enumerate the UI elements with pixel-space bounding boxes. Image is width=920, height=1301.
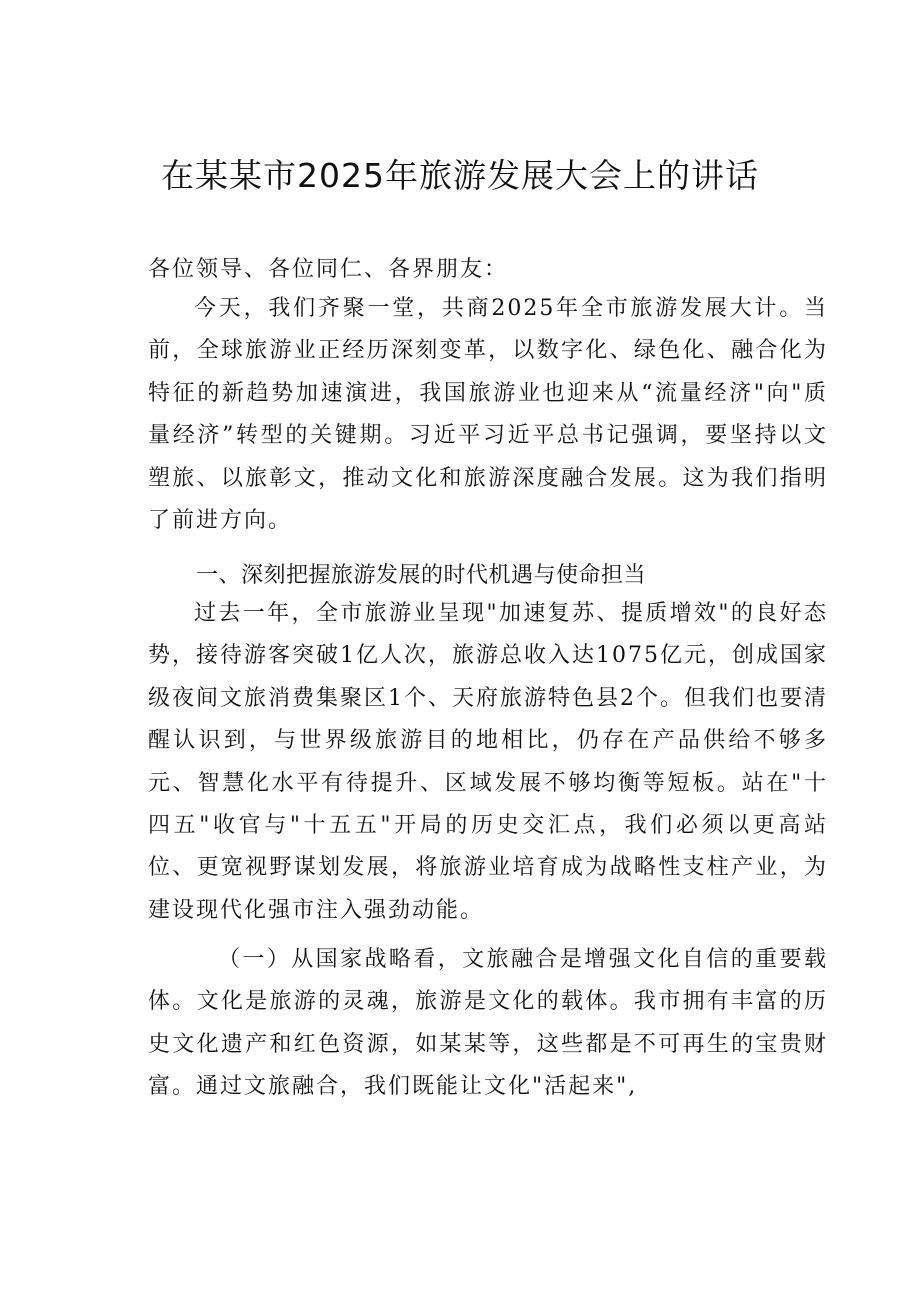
paragraph-national-strategy: （一）从国家战略看，文旅融合是增强文化自信的重要载体。文化是旅游的灵魂，旅游是文化的载体。我市拥有丰富的历史文化遗产和红色资源，如某某等，这些都是不可再生的宝贵财富。通过文旅融合，我们既能让文化"活起来",	[148, 947, 828, 1100]
paragraph-opening: 今天，我们齐聚一堂，共商2025年全市旅游发展大计。当前，全球旅游业正经历深刻变革，以数字化、绿色化、融合化为特征的新趋势加速演进，我国旅游业也迎来从“流量经济"向"质量经济”转型的关键期。习近平习近平总书记强调，要坚持以文塑旅、以旅彰文，推动文化和旅游深度融合发展。这为我们指明了前进方向。	[148, 296, 828, 534]
paragraph-review: 过去一年，全市旅游业呈现"加速复苏、提质增效"的良好态势，接待游客突破1亿人次，旅游总收入达1075亿元，创成国家级夜间文旅消费集聚区1个、天府旅游特色县2个。但我们也要清醒认识到，与世界级旅游目的地相比，仍存在产品供给不够多元、智慧化水平有待提升、区域发展不够均衡等短板。站在"十四五"收官与"十五五"开局的历史交汇点，我们必须以更高站位、更宽视野谋划发展，将旅游业培育成为战略性支柱产业，为建设现代化强市注入强劲动能。	[148, 601, 828, 923]
salutation: 各位领导、各位同仁、各界朋友：	[148, 257, 509, 282]
document-title: 在某某市2025年旅游发展大会上的讲话	[161, 156, 759, 195]
section-heading-1: 一、深刻把握旅游发展的时代机遇与使命担当	[196, 563, 647, 588]
